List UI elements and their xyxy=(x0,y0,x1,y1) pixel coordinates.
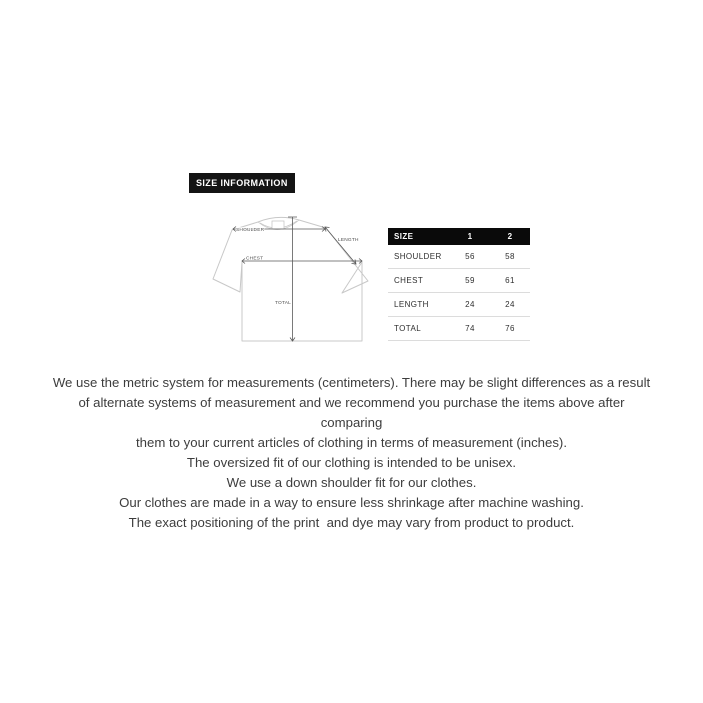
notes-line: of alternate systems of measurement and we recommend you purchase the items above after xyxy=(78,395,625,410)
tshirt-outline-shape xyxy=(213,217,368,341)
diagram-label-length: LENGTH xyxy=(338,238,359,243)
table-row-total xyxy=(388,317,530,341)
size-table xyxy=(388,228,530,341)
diagram-label-total: TOTAL xyxy=(275,301,292,306)
size-table-header-2: 2 xyxy=(490,228,530,245)
size-table-header-size: SIZE xyxy=(388,228,450,245)
notes-line: The exact positioning of the print and dye may vary from product to product. xyxy=(128,515,575,530)
notes-line: them to your current articles of clothing in terms of measurement (inches). xyxy=(136,435,567,450)
row-label: LENGTH xyxy=(388,293,450,317)
table-row-chest xyxy=(388,269,530,293)
measurement-notes xyxy=(0,373,703,533)
size-information-badge: SIZE INFORMATION xyxy=(189,173,295,193)
neck-tag xyxy=(272,221,284,229)
notes-line: We use the metric system for measurements (centimeters). There may be slight differences as a result xyxy=(52,375,651,390)
row-value: 56 xyxy=(450,245,490,269)
size-table-header-1: 1 xyxy=(450,228,490,245)
notes-line: comparing xyxy=(320,415,383,430)
row-label: CHEST xyxy=(388,269,450,293)
row-value: 59 xyxy=(450,269,490,293)
diagram-label-shoulder: SHOULDER xyxy=(236,228,265,233)
row-value: 76 xyxy=(490,317,530,341)
table-row-length xyxy=(388,293,530,317)
row-label: TOTAL xyxy=(388,317,450,341)
notes-line: Our clothes are made in a way to ensure less shrinkage after machine washing. xyxy=(119,495,584,510)
size-table-header-row xyxy=(388,228,530,245)
row-value: 24 xyxy=(490,293,530,317)
row-value: 74 xyxy=(450,317,490,341)
diagram-label-chest: CHEST xyxy=(246,256,264,262)
row-label: SHOULDER xyxy=(388,245,450,269)
row-value: 24 xyxy=(450,293,490,317)
notes-line: We use a down shoulder fit for our clothes. xyxy=(226,475,477,490)
row-value: 58 xyxy=(490,245,530,269)
notes-line: The oversized fit of our clothing is intended to be unisex. xyxy=(186,455,517,470)
row-value: 61 xyxy=(490,269,530,293)
tshirt-measurement-diagram xyxy=(195,205,385,350)
table-row-shoulder xyxy=(388,245,530,269)
